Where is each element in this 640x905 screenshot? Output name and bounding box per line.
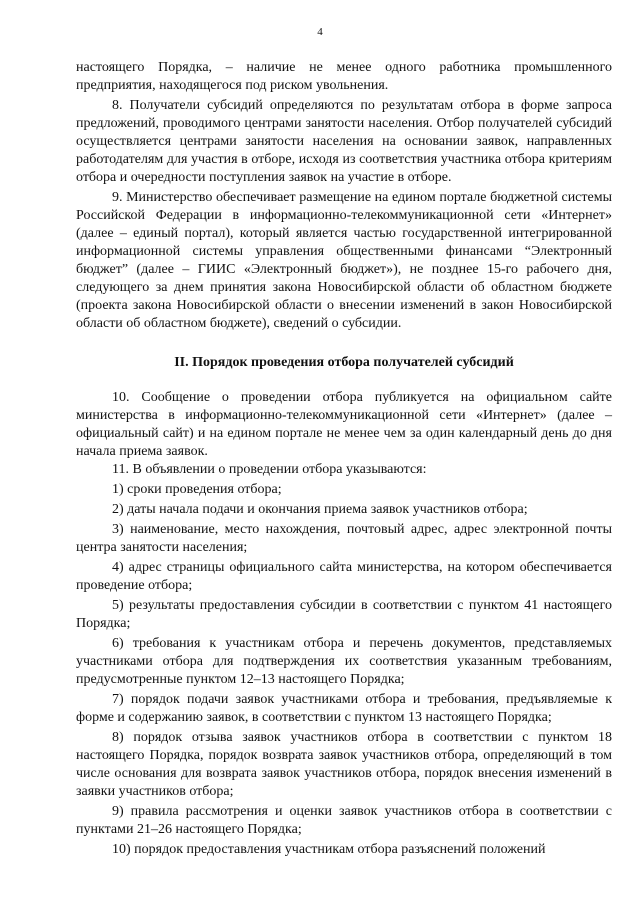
list-item: 8) порядок отзыва заявок участников отбора в соответствии с пунктом 18 настоящего Порядка, порядок возврата заявок участников отбора, определяющий в том числе основания для возврата заявок участников отбора, порядок внесения изменений в заявки участников отбора; xyxy=(76,730,612,799)
list-item: 4) адрес страницы официального сайта министерства, на котором обеспечивается проведение отбора; xyxy=(76,560,612,593)
list-item: 3) наименование, место нахождения, почтовый адрес, адрес электронной почты центра занятости населения; xyxy=(76,522,612,555)
section-heading: II. Порядок проведения отбора получателей субсидий xyxy=(174,355,514,370)
paragraph-10: 10. Сообщение о проведении отбора публикуется на официальном сайте министерства в информационно-телекоммуникационной сети «Интернет» (далее – официальный сайт) и на едином портале не менее чем за один календарный день до дня начала приема заявок. xyxy=(76,390,612,459)
document-body xyxy=(76,59,612,859)
paragraph-continuation: настоящего Порядка, – наличие не менее одного работника промышленного предприятия, находящегося под риском увольнения. xyxy=(76,60,612,93)
list-item: 2) даты начала подачи и окончания приема заявок участников отбора; xyxy=(112,502,528,517)
paragraph-8: 8. Получатели субсидий определяются по результатам отбора в форме запроса предложений, проводимого центрами занятости населения. Отбор получателей субсидий осуществляется центрами занятости населения на основании заявок, направленных работодателям для участия в отборе, исходя из соответствия участника отбора критериям отбора и очередности поступления заявок на участие в отборе. xyxy=(76,98,612,185)
list-item: 6) требования к участникам отбора и перечень документов, представляемых участниками отбора для подтверждения их соответствия указанным требованиям, предусмотренные пунктом 12–13 настоящего Порядка; xyxy=(76,636,612,687)
paragraph-9: 9. Министерство обеспечивает размещение на едином портале бюджетной системы Российской Федерации в информационно-телекоммуникационной сети «Интернет» (далее – единый портал), который является частью государственной интегрированной информационной системы управления общественными финансами “Электронный бюджет” (далее – ГИИС «Электронный бюджет»), не позднее 15-го рабочего дня, следующего за днем принятия закона Новосибирской области об областном бюджете (проекта закона Новосибирской области о внесении изменений в закон Новосибирской области об областном бюджете), сведений о субсидии. xyxy=(76,190,612,331)
list-item: 10) порядок предоставления участникам отбора разъяснений положений xyxy=(112,842,546,857)
page-number: 4 xyxy=(317,26,323,38)
list-item: 1) сроки проведения отбора; xyxy=(112,482,282,497)
list-item: 7) порядок подачи заявок участниками отбора и требования, предъявляемые к форме и содержанию заявок, в соответствии с пунктом 13 настоящего Порядка; xyxy=(76,692,612,725)
list-item: 9) правила рассмотрения и оценки заявок участников отбора в соответствии с пунктами 21–26 настоящего Порядка; xyxy=(76,804,612,837)
list-item: 5) результаты предоставления субсидии в соответствии с пунктом 41 настоящего Порядка; xyxy=(76,598,612,631)
paragraph-11: 11. В объявлении о проведении отбора указываются: xyxy=(112,462,427,477)
